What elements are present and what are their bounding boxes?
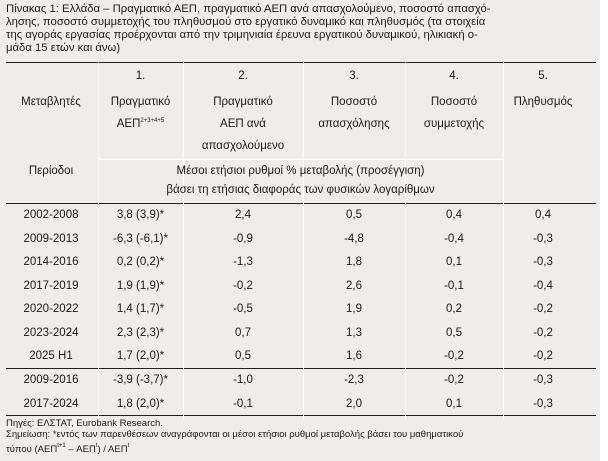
value-cell-c1: 1,8 (2,0)*: [116, 397, 165, 410]
table-row: [0, 393, 600, 417]
rule-top: [6, 62, 596, 63]
value-cell-c4: 0,5: [446, 326, 462, 339]
value-cell-c5: -0,3: [533, 397, 553, 410]
value-cell-c1: 1,9 (1,9)*: [116, 279, 165, 292]
table-row: [0, 345, 600, 369]
col4-line: συμμετοχής: [423, 118, 485, 130]
col3-number: 3.: [349, 70, 359, 82]
value-cell-c5: -0,2: [533, 303, 553, 315]
value-cell-c2: 0,7: [235, 326, 251, 339]
period-cell: 2009-2016: [23, 374, 79, 386]
note-line-formula: τύπου $(AE\Pi^{t+1} - AE\Pi^t) / AE\Pi^t$: [6, 443, 130, 455]
period-cell: 2017-2019: [23, 279, 79, 292]
col1-line: Πραγματικό: [110, 96, 171, 108]
period-cell: 2014-2016: [23, 256, 79, 268]
table-row: [0, 369, 600, 393]
value-cell-c5: -0,3: [533, 232, 553, 245]
title-line: μάδα 15 ετών και άνω): [6, 42, 121, 54]
value-cell-c1: 3,8 (3,9)*: [116, 209, 165, 221]
units-line: Μέσοι ετήσιοι ρυθμοί % μεταβολής (προσέγγιση): [176, 165, 425, 177]
col4-line: Ποσοστό: [430, 96, 478, 108]
value-cell-c2: 0,5: [235, 350, 251, 362]
value-cell-c3: 1,3: [346, 326, 362, 339]
value-cell-c4: 0,1: [446, 256, 462, 268]
table-row: [0, 228, 600, 252]
value-cell-c4: -0,1: [444, 279, 464, 292]
value-cell-c2: -0,5: [233, 303, 253, 315]
col1-line2: $AE\Pi^{2+3+4+5}$: [116, 118, 165, 130]
value-cell-c1: 0,2 (0,2)*: [116, 256, 165, 268]
value-cell-c1: -6,3 (-6,1)*: [113, 232, 168, 245]
value-cell-c4: 0,4: [446, 209, 462, 221]
value-cell-c1: 2,3 (2,3)*: [116, 326, 165, 339]
table-row: [0, 204, 600, 228]
col5-line: Πληθυσμός: [513, 96, 573, 108]
value-cell-c2: -0,2: [233, 279, 253, 292]
col5-number: 5.: [538, 70, 548, 82]
value-cell-c3: 1,6: [346, 350, 362, 362]
table-row: [0, 251, 600, 275]
title-line: της αγοράς εργασίας προέρχονται από την τριμηνιαία έρευνα εργατικού δυναμικού, ηλικιακή ο-: [6, 29, 478, 41]
value-cell-c2: -1,3: [233, 256, 253, 268]
period-cell: 2009-2013: [23, 232, 79, 245]
value-cell-c4: 0,1: [446, 397, 462, 410]
value-cell-c2: -0,9: [233, 232, 253, 245]
value-cell-c3: 0,5: [346, 209, 362, 221]
value-cell-c2: 2,4: [235, 209, 251, 221]
value-cell-c3: -2,3: [344, 374, 364, 386]
col2-line: απασχολούμενο: [201, 140, 285, 152]
note-line: Σημείωση: *εντός των παρενθέσεων αναγράφονται οι μέσοι ετήσιοι ρυθμοί μεταβολής βάσει του μαθηματικού: [6, 429, 464, 440]
value-cell-c5: -0,2: [533, 350, 553, 362]
table-row: [0, 322, 600, 346]
sources-note: Πηγές: ΕΛΣΤΑΤ, Eurobank Research.: [6, 418, 163, 429]
value-cell-c2: -1,0: [233, 374, 253, 386]
table-row: [0, 298, 600, 322]
col3-line: Ποσοστό: [330, 96, 378, 108]
col2-line: ΑΕΠ ανά: [220, 118, 266, 130]
header-separator: [98, 159, 503, 160]
col4-number: 4.: [449, 70, 459, 82]
table-title: [6, 3, 596, 55]
value-cell-c1: -3,9 (-3,7)*: [113, 374, 168, 386]
value-cell-c1: 1,4 (1,7)*: [116, 303, 165, 315]
col2-line: Πραγματικό: [213, 96, 273, 108]
value-cell-c5: 0,4: [535, 209, 551, 221]
value-cell-c3: -4,8: [344, 232, 364, 245]
period-cell: 2023-2024: [23, 326, 79, 339]
title-line: Πίνακας 1: Ελλάδα – Πραγματικό ΑΕΠ, πραγματικό ΑΕΠ ανά απασχολούμενο, ποσοστό απασχό-: [6, 3, 491, 15]
value-cell-c4: -0,2: [444, 374, 464, 386]
value-cell-c3: 2,0: [346, 397, 362, 410]
value-cell-c3: 1,9: [346, 303, 362, 315]
period-cell: 2025 H1: [29, 350, 73, 362]
variables-label: Μεταβλητές: [21, 96, 81, 108]
value-cell-c5: -0,4: [533, 279, 553, 292]
period-cell: 2017-2024: [23, 397, 79, 410]
value-cell-c3: 2,6: [346, 279, 362, 292]
period-cell: 2020-2022: [23, 303, 79, 315]
period-label: Περίοδοι: [28, 165, 74, 177]
value-cell-c4: -0,4: [444, 232, 464, 245]
value-cell-c2: -0,1: [233, 397, 253, 410]
value-cell-c4: 0,2: [446, 303, 462, 315]
value-cell-c4: -0,2: [444, 350, 464, 362]
table-row: [0, 275, 600, 299]
value-cell-c3: 1,8: [346, 256, 362, 268]
value-cell-c5: -0,3: [533, 374, 553, 386]
units-line: βάσει τη ετήσιας διαφοράς των φυσικών λογαρίθμων: [166, 184, 435, 196]
value-cell-c1: 1,7 (2,0)*: [116, 350, 165, 362]
value-cell-c5: -0,2: [533, 326, 553, 339]
col1-number: 1.: [135, 70, 146, 82]
col2-number: 2.: [238, 70, 248, 82]
value-cell-c5: -0,3: [533, 256, 553, 268]
col3-line: απασχόλησης: [318, 118, 390, 130]
period-cell: 2002-2008: [23, 209, 79, 221]
title-line: λησης, ποσοστό συμμετοχής του πληθυσμού στο εργατικό δυναμικό και πληθυσμός (τα στοιχεία: [6, 16, 486, 28]
